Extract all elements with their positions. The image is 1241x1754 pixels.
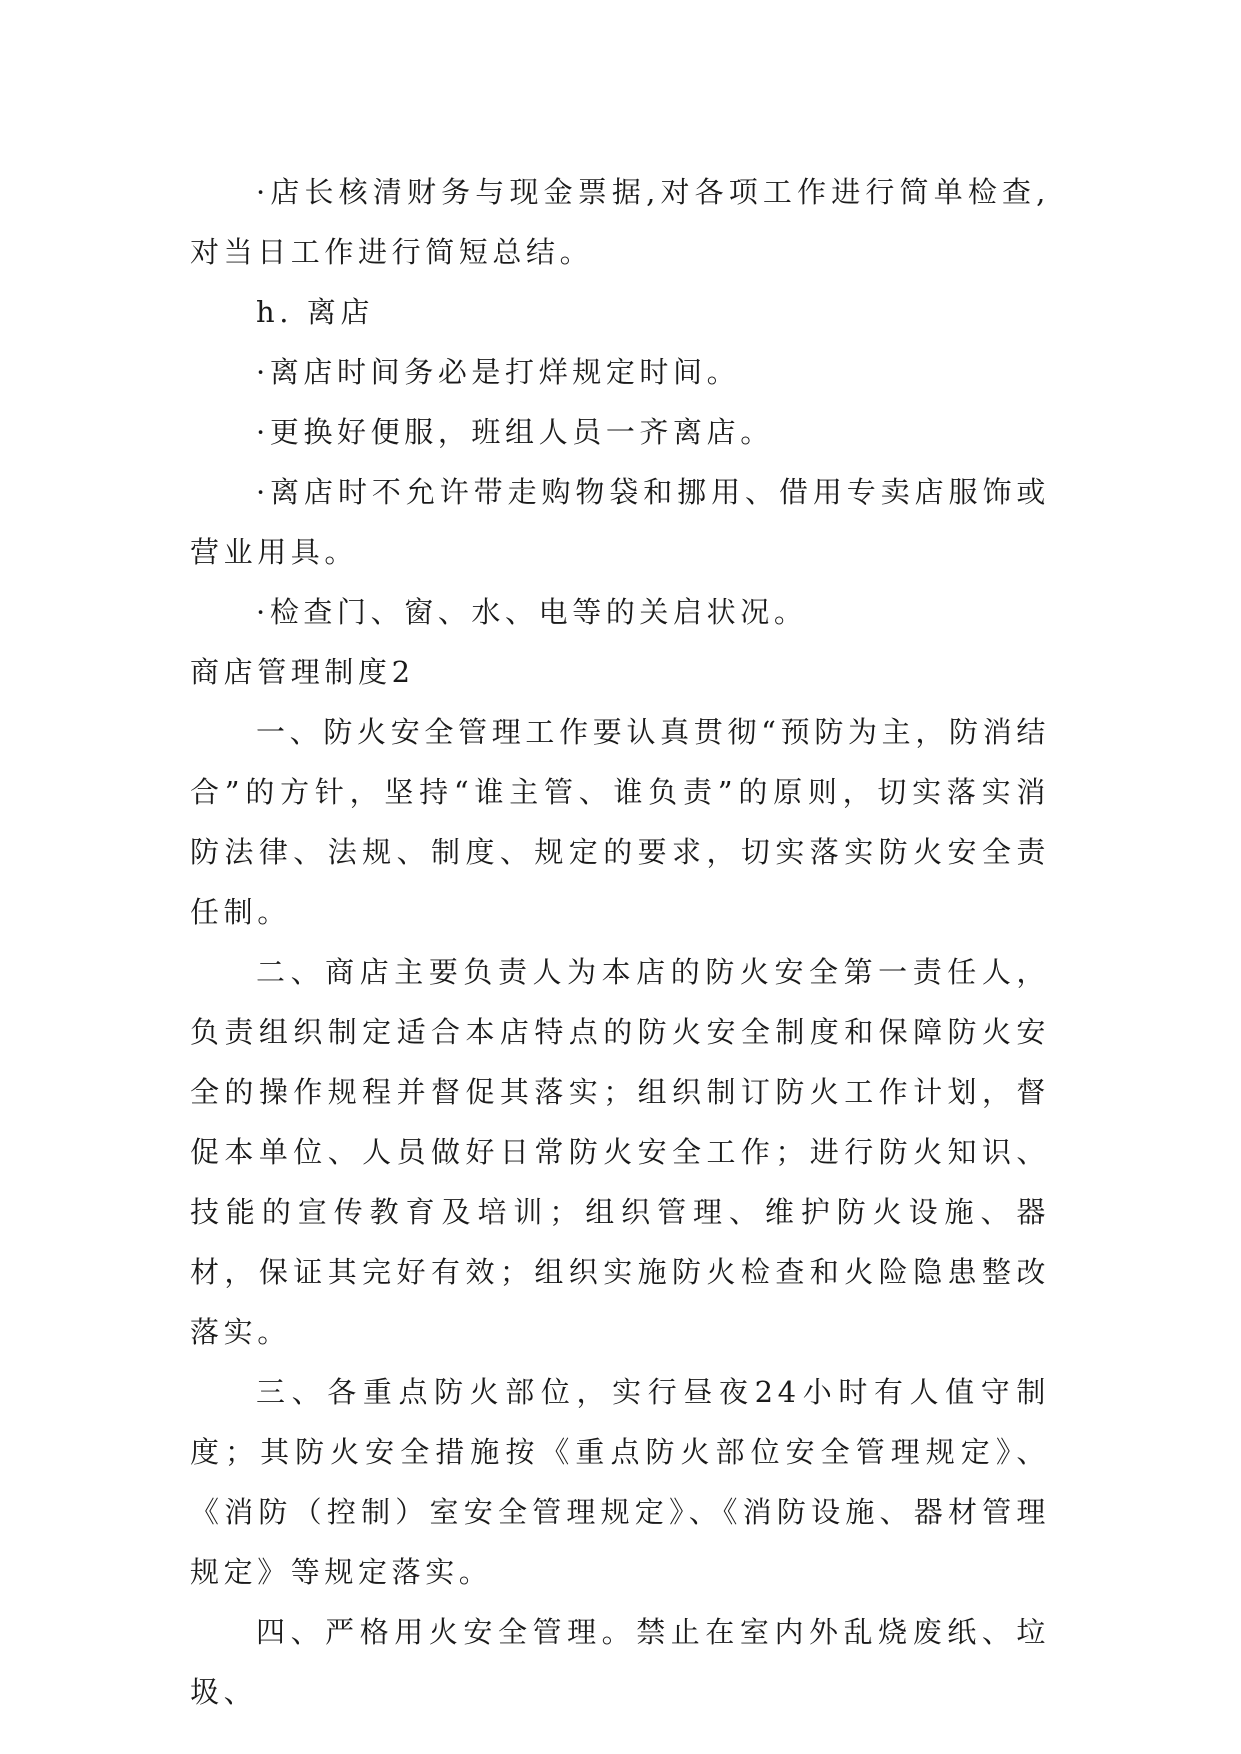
bullet-closing-check: ·店长核清财务与现金票据,对各项工作进行简单检查,对当日工作进行简短总结。 (190, 175, 1050, 269)
document-page (190, 162, 1050, 1722)
bullet-leave-time: ·离店时间务必是打烊规定时间。 (256, 355, 741, 389)
bullet-change-clothes: ·更换好便服，班组人员一齐离店。 (256, 415, 774, 449)
clause-4: 四、严格用火安全管理。禁止在室内外乱烧废纸、垃圾、 (190, 1615, 1050, 1709)
bullet-check-doors-windows: ·检查门、窗、水、电等的关启状况。 (256, 595, 808, 629)
bullet-no-taking-items: ·离店时不允许带走购物袋和挪用、借用专卖店服饰或营业用具。 (190, 475, 1050, 569)
clause-2: 二、商店主要负责人为本店的防火安全第一责任人，负责组织制定适合本店特点的防火安全制度和保障防火安全的操作规程并督促其落实；组织制订防火工作计划，督促本单位、人员做好日常防火安全工作；进行防火知识、技能的宣传教育及培训；组织管理、维护防火设施、器材，保证其完好有效；组织实施防火检查和火险隐患整改落实。 (190, 955, 1050, 1349)
section-h-leave-store: h. 离店 (256, 295, 375, 329)
clause-3: 三、各重点防火部位，实行昼夜24小时有人值守制度；其防火安全措施按《重点防火部位安全管理规定》、《消防（控制）室安全管理规定》、《消防设施、器材管理规定》等规定落实。 (190, 1375, 1050, 1589)
clause-1: 一、防火安全管理工作要认真贯彻“预防为主，防消结合”的方针，坚持“谁主管、谁负责”的原则，切实落实消防法律、法规、制度、规定的要求，切实落实防火安全责任制。 (190, 715, 1050, 929)
section-title: 商店管理制度2 (190, 655, 415, 689)
